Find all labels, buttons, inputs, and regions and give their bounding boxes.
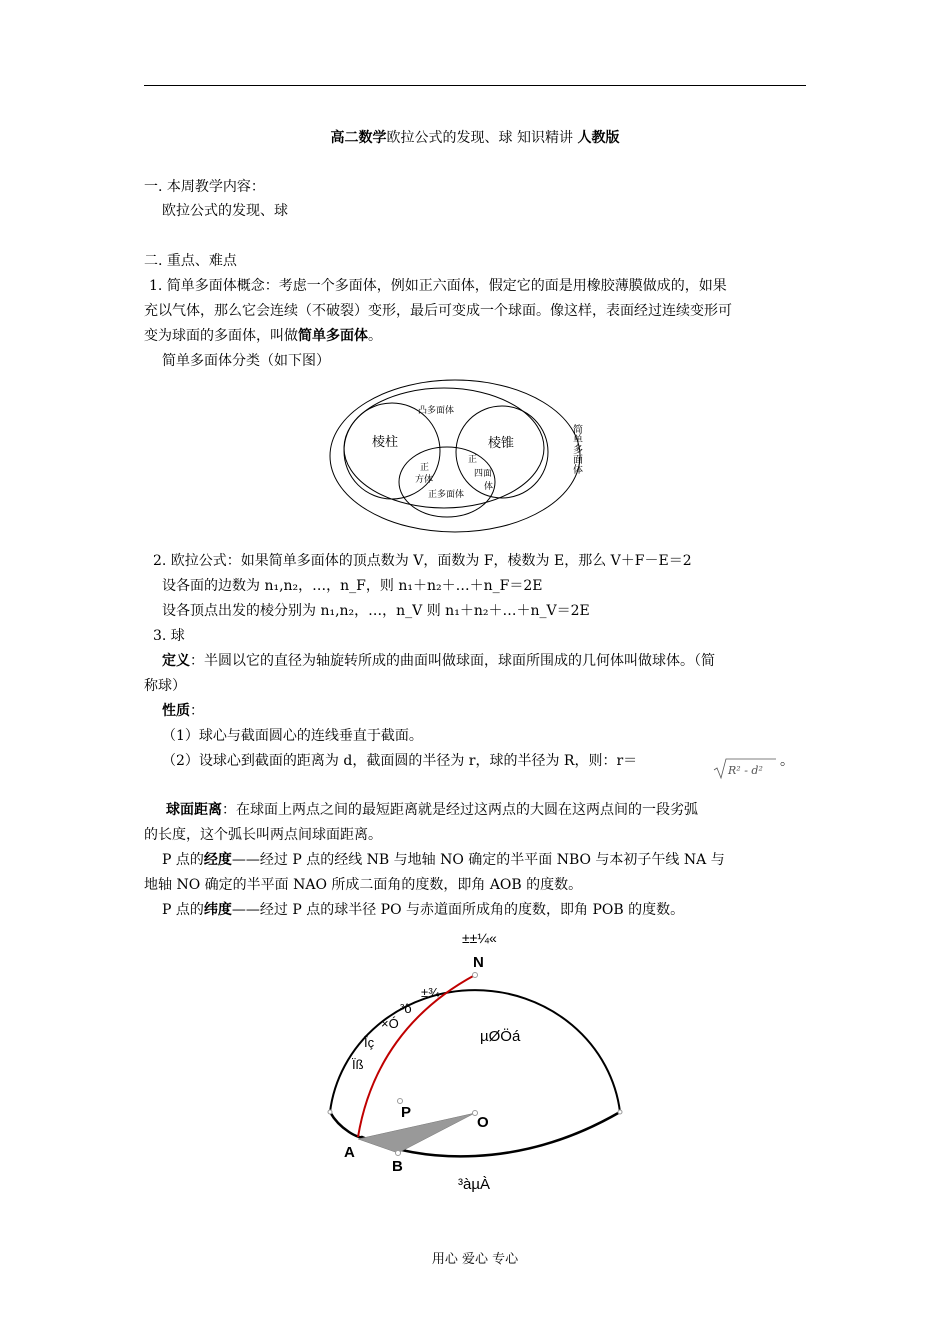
label-tetra-b: 四面 xyxy=(474,468,493,478)
point-b-marker xyxy=(396,1151,401,1156)
left-edge-marker xyxy=(328,1110,332,1114)
p1-line2: 充以气体，那么它会连续（不破裂）变形，最后可变成一个球面。像这样，表面经过连续变形可 xyxy=(144,303,732,319)
polyhedron-venn-diagram xyxy=(320,378,620,538)
hemisphere-outline xyxy=(330,990,620,1112)
lon-line1: P 点的经度——经过 P 点的经线 NB 与地轴 NO 确定的半平面 NBO 与本初子午线 NA 与 xyxy=(162,852,725,868)
label-b: B xyxy=(392,1158,403,1175)
label-arc-1: ±¾ xyxy=(421,985,439,1000)
label-arc-5: Ïß xyxy=(352,1057,364,1072)
p2-line3: 设各顶点出发的棱分别为 n₁,n₂，…，n_V 则 n₁＋n₂＋…＋n_V＝2E xyxy=(162,603,590,619)
p1-line3: 变为球面的多面体，叫做简单多面体。 xyxy=(144,328,382,344)
header-rule xyxy=(144,85,806,86)
label-equator: ³àµÀ xyxy=(458,1176,490,1193)
label-cube-a: 正 xyxy=(420,462,430,472)
page-footer: 用心 爱心 专心 xyxy=(431,1252,519,1267)
lon-line2: 地轴 NO 确定的半平面 NAO 所成二面角的度数，即角 AOB 的度数。 xyxy=(144,877,583,893)
lat-line: P 点的纬度——经过 P 点的球半径 PO 与赤道面所成角的度数，即角 POB 的度数。 xyxy=(162,902,685,918)
label-axis: µØÖá xyxy=(480,1028,521,1045)
sqrt-expression: R² - d² xyxy=(728,764,763,777)
label-north-pole: ±±¼« xyxy=(462,930,497,946)
label-o: O xyxy=(477,1114,489,1131)
pyramid-circle xyxy=(456,406,548,498)
sqrt-formula xyxy=(712,756,780,780)
label-regular: 正多面体 xyxy=(428,489,465,499)
p1-line1: 1. 简单多面体概念：考虑一个多面体，例如正六面体，假定它的面是用橡胶薄膜做成的，如果 xyxy=(149,278,727,294)
label-cube-b: 方体 xyxy=(415,474,434,484)
label-arc-2: ³õ xyxy=(400,1001,412,1016)
prop2: （2）设球心到截面的距离为 d，截面圆的半径为 r，球的半径为 R，则：r＝ xyxy=(162,753,638,769)
right-edge-marker xyxy=(618,1110,622,1114)
regular-polyhedra-ellipse xyxy=(399,447,495,517)
label-arc-3: ×Ó xyxy=(381,1016,399,1031)
label-a: A xyxy=(344,1144,355,1161)
hemisphere-diagram xyxy=(300,925,660,1205)
label-simple: 简单多面体 xyxy=(570,424,582,474)
prop2-end: 。 xyxy=(780,753,794,769)
label-pyramid: 棱锥 xyxy=(488,435,515,450)
def-line2: 称球） xyxy=(144,678,186,694)
label-prism: 棱柱 xyxy=(372,434,399,449)
p1-classify: 简单多面体分类（如下图） xyxy=(162,353,330,369)
label-n: N xyxy=(473,954,484,971)
page-title: 高二数学欧拉公式的发现、球 知识精讲 人教版 xyxy=(330,130,620,146)
prop1: （1）球心与截面圆心的连线垂直于截面。 xyxy=(162,728,423,744)
label-p: P xyxy=(401,1104,412,1121)
label-tetra-a: 正 xyxy=(468,454,478,464)
prop-heading: 性质： xyxy=(162,703,204,719)
p3-heading: 3. 球 xyxy=(153,628,185,644)
dist-line1: 球面距离：在球面上两点之间的最短距离就是经过这两点的大圆在这两点间的一段劣弧 xyxy=(166,802,698,818)
simple-polyhedra-ellipse xyxy=(330,380,580,532)
label-convex: 凸多面体 xyxy=(418,405,455,415)
point-n-marker xyxy=(473,973,478,978)
shaded-angle-region xyxy=(358,1113,475,1153)
equator-arc xyxy=(330,1112,620,1156)
label-arc-4: Îç xyxy=(364,1035,375,1050)
p2-line2: 设各面的边数为 n₁,n₂，…，n_F，则 n₁＋n₂＋…＋n_F＝2E xyxy=(162,578,543,594)
def-line1: 定义：半圆以它的直径为轴旋转所成的曲面叫做球面，球面所围成的几何体叫做球体。（简 xyxy=(162,653,715,669)
prime-meridian-arc xyxy=(358,975,475,1137)
point-p-marker xyxy=(398,1099,403,1104)
section2-heading: 二. 重点、难点 xyxy=(144,253,237,269)
dist-line2: 的长度，这个弧长叫两点间球面距离。 xyxy=(144,827,382,843)
label-tetra-c: 体 xyxy=(484,481,494,491)
section1-heading: 一. 本周教学内容： xyxy=(144,179,265,195)
p2-line1: 2. 欧拉公式：如果简单多面体的顶点数为 V，面数为 F，棱数为 E，那么 V＋F－E＝2 xyxy=(153,553,692,569)
section1-content: 欧拉公式的发现、球 xyxy=(162,203,288,219)
